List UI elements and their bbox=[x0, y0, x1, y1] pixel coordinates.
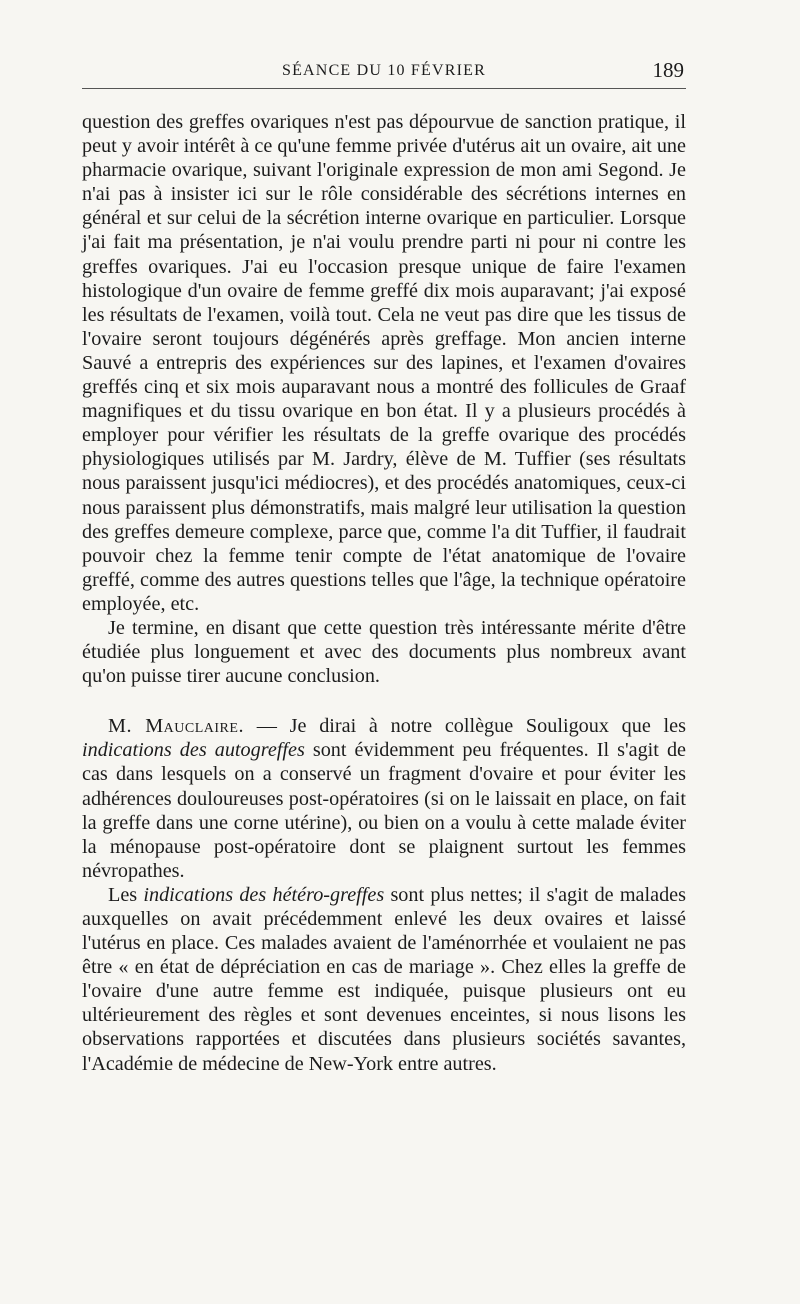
paragraph-conclusion: Je termine, en disant que cette question très intéressante mérite d'être étudiée plus longuement et avec des documents plus nombreux avant qu'on puisse tirer aucune conclusion. bbox=[82, 616, 686, 688]
body-text bbox=[82, 110, 686, 1076]
speaker-name: M. Mauclaire. bbox=[108, 715, 244, 738]
section-gap bbox=[82, 688, 686, 714]
italic-term: indications des hétéro-greffes bbox=[143, 883, 385, 906]
page-number: 189 bbox=[652, 58, 684, 82]
paragraph-text: Les bbox=[108, 883, 144, 906]
italic-term: indications des autogreffes bbox=[82, 739, 305, 762]
paragraph-text: — Je dirai à notre collègue Souligoux que les bbox=[244, 715, 686, 738]
paragraph-hetero-greffes bbox=[82, 883, 686, 1076]
paragraph-text: sont évidemment peu fréquentes. Il s'agit de cas dans lesquels on a conservé un fragment d'ovaire et pour éviter les adhérences douloureuses post-opératoires (si on le laissait en place, on fait la greffe dans une corne utérine), ou bien on a voulu à cette malade éviter la ménopause post-opératoire dont se plaignent surtout les femmes névropathes. bbox=[82, 739, 686, 882]
page-header bbox=[82, 58, 686, 89]
paragraph-text: sont plus nettes; il s'agit de malades auxquelles on avait précédemment enlevé les deux ovaires et laissé l'utérus en place. Ces malades avaient de l'aménorrhée et voulaient ne pas être « en état de dépréciation en cas de mariage ». Chez elles la greffe de l'ovaire d'une autre femme est indiquée, puisque plusieurs ont eu ultérieurement des règles et sont devenues enceintes, si nous lisons les observations rapportées et discutées dans plusieurs sociétés savantes, l'Académie de médecine de New-York entre autres. bbox=[82, 883, 686, 1075]
paragraph-mauclaire bbox=[82, 714, 686, 883]
paragraph-continuation: question des greffes ovariques n'est pas dépourvue de sanction pratique, il peut y avoir intérêt à ce qu'une femme privée d'utérus ait un ovaire, ait une pharmacie ovarique, suivant l'originale expression de mon ami Segond. Je n'ai pas à insister ici sur le rôle considérable des sécrétions internes en général et sur celui de la sécrétion interne ovarique en particulier. Lorsque j'ai fait ma présentation, je n'ai voulu prendre parti ni pour ni contre les greffes ovariques. J'ai eu l'occasion presque unique de faire l'examen histologique d'un ovaire de femme greffé dix mois auparavant; j'ai exposé les résultats de l'examen, voilà tout. Cela ne veut pas dire que les tissus de l'ovaire seront toujours dégénérés après greffage. Mon ancien interne Sauvé a entrepris des expériences sur des lapines, et l'examen d'ovaires greffés cinq et six mois auparavant nous a montré des follicules de Graaf magnifiques et du tissu ovarique en bon état. Il y a plusieurs procédés à employer pour vérifier les résultats de la greffe ovarique des procédés physiologiques utilisés par M. Jardry, élève de M. Tuffier (ses résultats nous paraissent jusqu'ici médiocres), et des procédés anatomiques, ceux-ci nous paraissent plus démonstratifs, mais malgré leur utilisation la question des greffes demeure complexe, parce que, comme l'a dit Tuffier, il faudrait pouvoir chez la femme tenir compte de l'état anatomique de l'ovaire greffé, comme des autres questions telles que l'âge, la technique opératoire employée, etc. bbox=[82, 111, 686, 615]
running-head: SÉANCE DU 10 FÉVRIER bbox=[281, 62, 486, 79]
book-page bbox=[82, 58, 686, 1076]
